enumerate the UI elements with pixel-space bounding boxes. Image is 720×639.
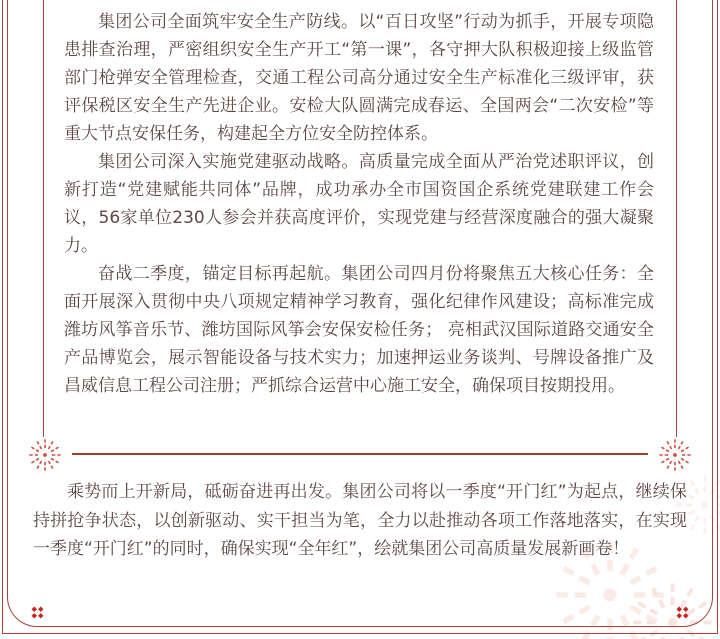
paragraph-q2-tasks: 奋战二季度，锚定目标再起航。集团公司四月份将聚焦五大核心任务：全面开展深入贯彻中央八项规定精神学习教育，强化纪律作风建设；高标准完成潍坊风筝音乐节、潍坊国际风筝会安保安检任务； 亮相武汉国际道路交通安全产品博览会，展示智能设备与技术实力；加速押运业务谈判、号牌设备推广及昌威信息工程公司注册；严抓综合运营中心施工安全，确保项目按期投用。 xyxy=(64,264,654,396)
section-divider-line xyxy=(72,453,648,455)
corner-florette-icon xyxy=(31,606,44,619)
paragraph-closing: 乘势而上开新局，砥砺奋进再出发。集团公司将以一季度“开门红”为起点，继续保持拼抢争状态，以创新驱动、实干担当为笔，全力以赴推动各项工作落地落实，在实现一季度“开门红”的同时，确保实现“全年红”，绘就集团公司高质量发展新画卷！ xyxy=(33,482,687,559)
article-body xyxy=(43,0,675,400)
divider-firework-icon xyxy=(656,436,694,474)
paragraph-safety: 集团公司全面筑牢安全生产防线。以“百日攻坚”行动为抓手，开展专项隐患排查治理，严密组织安全生产开工“第一课”，各守押大队积极迎接上级监管部门枪弹安全管理检查，交通工程公司高分通过安全生产标准化三级评审，获评保税区安全生产先进企业。安检大队圆满完成春运、全国两会“二次安检”等重大节点安保任务，构建起全方位安全防控体系。 xyxy=(64,12,654,144)
divider-firework-icon xyxy=(26,436,64,474)
paragraph-party-building: 集团公司深入实施党建驱动战略。高质量完成全面从严治党述职评议，创新打造“党建赋能共同体”品牌，成功承办全市国资国企系统党建联建工作会议，56家单位230人参会并获高度评价，实现党建与经营深度融合的强大凝聚力。 xyxy=(64,152,654,256)
corner-florette-icon xyxy=(676,606,689,619)
background-firework-icon xyxy=(625,575,720,639)
closing-section xyxy=(33,478,687,564)
